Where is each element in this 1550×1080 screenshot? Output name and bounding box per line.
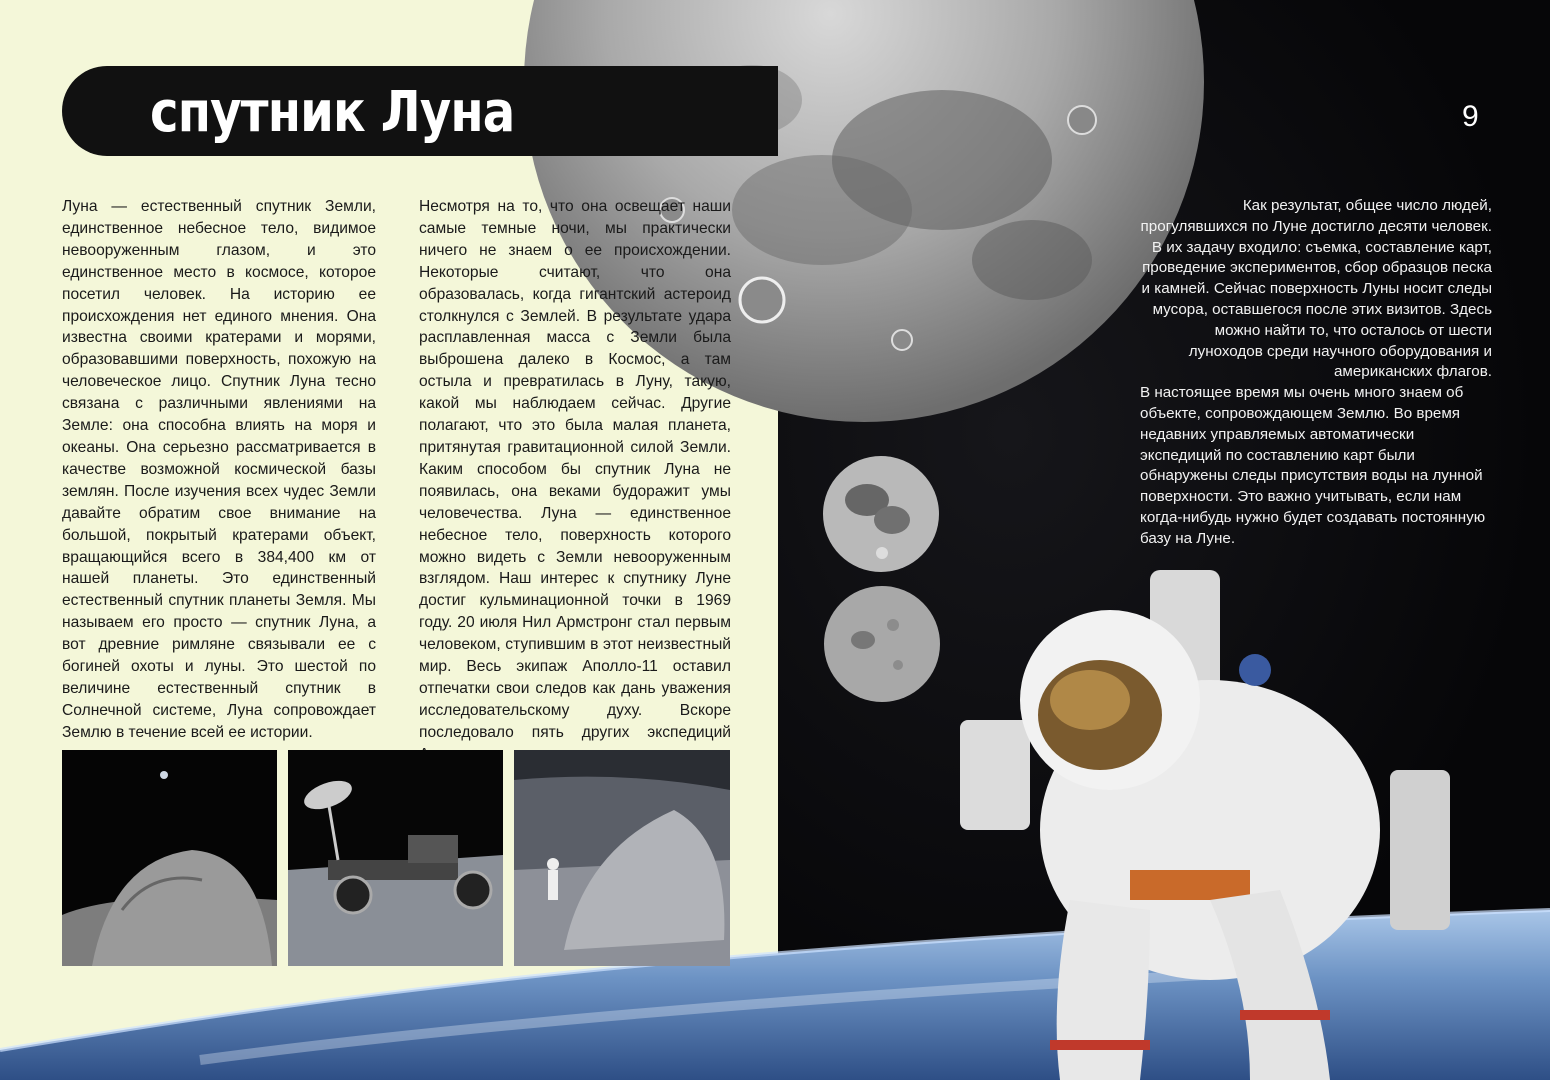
right-paragraph-2: В настоящее время мы очень много знаем об объекте, сопровождающем Землю. Во время недавних управляемых автоматически экспедиций по составлению карт были обнаружены следы присутствия воды на лунной поверхности. Это важно учитывать, если нам когда-нибудь нужно будет создавать постоянную базу на Луне. bbox=[1140, 384, 1486, 547]
article-column-left: Луна — естественный спутник Земли, единственное небесное тело, видимое невооруженным глазом, и это единственное место в космосе, которое посетил человек. На историю ее происхождения нет единого мнения. Она известна своими кратерами и морями, образовавшими поверхность, похожую на человеческое лицо. Спутник Луна тесно связана с различными явлениями на Земле: она способна влиять на моря и океаны. Она серьезно рассматривается в качестве возможной космической базы землян. После изучения всех чудес Земли давайте обратим свое внимание на большой, покрытый кратерами объект, вращающийся всего в 384,400 км от нашей планеты. Это единственный естественный спутник планеты Земля. Мы называем его просто — спутник Луна, а вот древние римляне связывали ее с богиней охоты и луны. Это шестой по величине естественный спутник в Солнечной системе, Луна сопровождает Землю в течение всей ее истории. bbox=[62, 198, 376, 741]
full-moon-image bbox=[822, 455, 940, 573]
photo-astronaut-boulder bbox=[514, 750, 730, 966]
photo-lunar-rover bbox=[288, 750, 503, 966]
article-column-right bbox=[1140, 196, 1492, 550]
article-column-middle: Несмотря на то, что она освещает наши самые темные ночи, мы практически ничего не знаем о ее происхождении. Некоторые считают, что она образовалась, когда гигантский астероид столкнулся с Землей. В результате удара расплавленная масса с Земли была выброшена далеко в Космос, а там остыла и превратилась в Луну, такую, какой мы наблюдаем сейчас. Другие полагают, что это была малая планета, притянутая гравитационной силой Земли. Каким способом бы спутник Луна не появилась, она веками будоражит умы человечества. Луна — единственное небесное тело, поверхность которого можно видеть с Земли невооруженным взглядом. Наш интерес к спутнику Луне достиг кульминационной точки в 1969 году. 20 июля Нил Армстронг стал первым человеком, ступившим в этот неизвестный мир. Весь экипаж Аполло-11 оставил отпечатки свои следов как дань уважения исследовательскому духу. Вскоре последовало пять других экспедиций bbox=[419, 198, 731, 741]
moon-far-side-image bbox=[823, 585, 941, 703]
right-paragraph-1: Как результат, общее число людей, прогулявшихся по Луне достигло десяти человек. В их задачу входило: съемка, составление карт, проведение экспериментов, сбор образцов песка и камней. Сейчас поверхность Луны носит следы мусора, оставшегося после этих визитов. Здесь можно найти то, что осталось от шести луноходов среди научного оборудования и американских флагов. bbox=[1140, 197, 1492, 381]
page-number: 9 bbox=[1462, 100, 1479, 133]
photo-earthrise-rock bbox=[62, 750, 277, 966]
astronaut-image bbox=[950, 570, 1460, 1080]
page-title: спутник Луна bbox=[150, 80, 515, 145]
